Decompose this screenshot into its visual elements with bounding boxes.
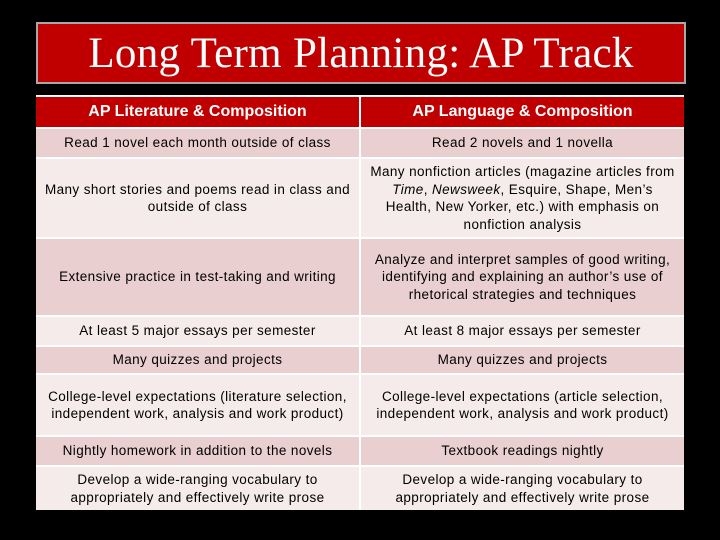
comparison-table xyxy=(36,95,684,510)
literature-cell: Develop a wide-ranging vocabulary to appropriately and effectively write prose xyxy=(36,466,360,510)
language-cell: Many quizzes and projects xyxy=(360,346,684,374)
magazine-title: Newsweek xyxy=(432,181,501,197)
cell-text: , Esquire, Shape, Men’s Health, New Yorker, etc.) with emphasis on nonfiction analysis xyxy=(385,181,660,232)
literature-cell: Many short stories and poems read in class and outside of class xyxy=(36,158,360,238)
cell-text: Many nonfiction articles (magazine articles from xyxy=(370,164,675,179)
language-cell xyxy=(360,158,684,238)
title-banner xyxy=(36,22,686,84)
table-row xyxy=(36,374,684,436)
table-row xyxy=(36,316,684,346)
magazine-title: Time xyxy=(392,181,424,197)
header-ap-literature: AP Literature & Composition xyxy=(36,96,360,128)
language-cell: College-level expectations (article selection, independent work, analysis and work product) xyxy=(360,374,684,436)
table-row xyxy=(36,466,684,510)
literature-cell: Many quizzes and projects xyxy=(36,346,360,374)
table-row xyxy=(36,128,684,158)
language-cell: Textbook readings nightly xyxy=(360,436,684,466)
header-ap-language: AP Language & Composition xyxy=(360,96,684,128)
literature-cell: Extensive practice in test-taking and writing xyxy=(36,238,360,316)
table-row xyxy=(36,238,684,316)
table-row xyxy=(36,436,684,466)
language-cell: Develop a wide-ranging vocabulary to appropriately and effectively write prose xyxy=(360,466,684,510)
literature-cell: Nightly homework in addition to the novels xyxy=(36,436,360,466)
literature-cell: College-level expectations (literature selection, independent work, analysis and work product) xyxy=(36,374,360,436)
language-cell: At least 8 major essays per semester xyxy=(360,316,684,346)
table-row xyxy=(36,158,684,238)
cell-text: , xyxy=(423,181,432,197)
language-cell: Read 2 novels and 1 novella xyxy=(360,128,684,158)
header-row xyxy=(36,96,684,128)
table-row xyxy=(36,346,684,374)
literature-cell: Read 1 novel each month outside of class xyxy=(36,128,360,158)
language-cell: Analyze and interpret samples of good writing, identifying and explaining an author’s use of rhetorical strategies and techniques xyxy=(360,238,684,316)
literature-cell: At least 5 major essays per semester xyxy=(36,316,360,346)
page-title: Long Term Planning: AP Track xyxy=(88,29,634,77)
